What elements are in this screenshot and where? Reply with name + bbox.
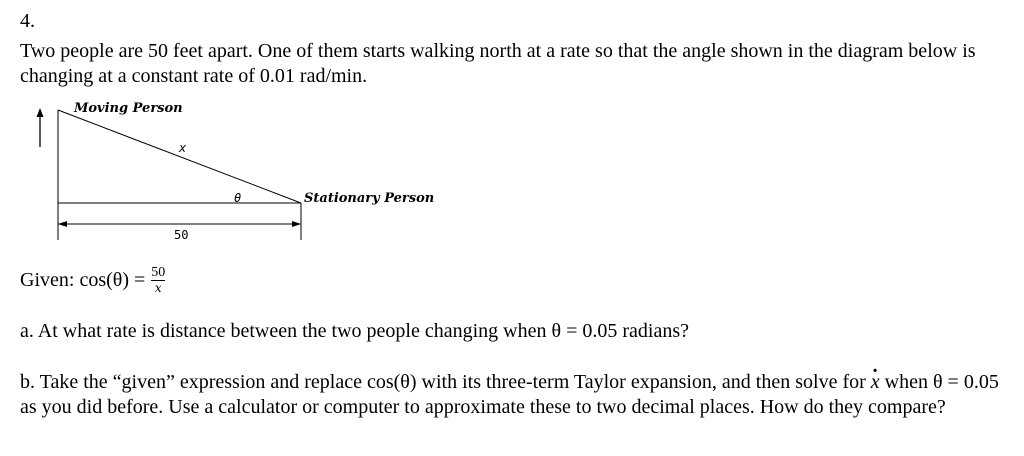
north-arrow-head-icon [37, 108, 44, 117]
given-equals: = [134, 269, 146, 291]
given-fraction [151, 266, 165, 295]
base-label: 50 [174, 228, 189, 242]
given-prefix: Given: [20, 269, 75, 291]
dimension-arrow-right-icon [292, 221, 301, 227]
hypotenuse-label: x [179, 141, 187, 155]
part-b-text-1: b. Take the “given” expression and replace cos(θ) with its three-term Taylor expansion, and then solve for [20, 371, 866, 393]
x-dot-symbol: x · [871, 371, 880, 393]
part-a-question: a. At what rate is distance between the two people changing when θ = 0.05 radians? [20, 320, 689, 342]
fraction-denominator: x [154, 281, 162, 295]
problem-intro: Two people are 50 feet apart. One of them starts walking north at a rate so that the angle shown in the diagram below is changing at a constant rate of 0.01 rad/min. [20, 40, 976, 87]
fraction-numerator: 50 [151, 265, 166, 280]
moving-person-label: Moving Person [74, 101, 183, 116]
stationary-person-label: Stationary Person [304, 191, 435, 206]
triangle-hypotenuse [58, 110, 301, 203]
part-b-question [20, 370, 1010, 420]
given-lhs: cos(θ) [79, 269, 129, 291]
angle-label: θ [234, 191, 242, 205]
triangle-diagram [0, 92, 460, 252]
part-b-text-2: when θ = 0.05 as you did before. Use a calculator or computer to approximate these to two decimal places. How do they compare? [20, 371, 999, 418]
problem-number: 4. [20, 10, 35, 32]
dimension-arrow-left-icon [58, 221, 67, 227]
given-statement [20, 266, 165, 295]
